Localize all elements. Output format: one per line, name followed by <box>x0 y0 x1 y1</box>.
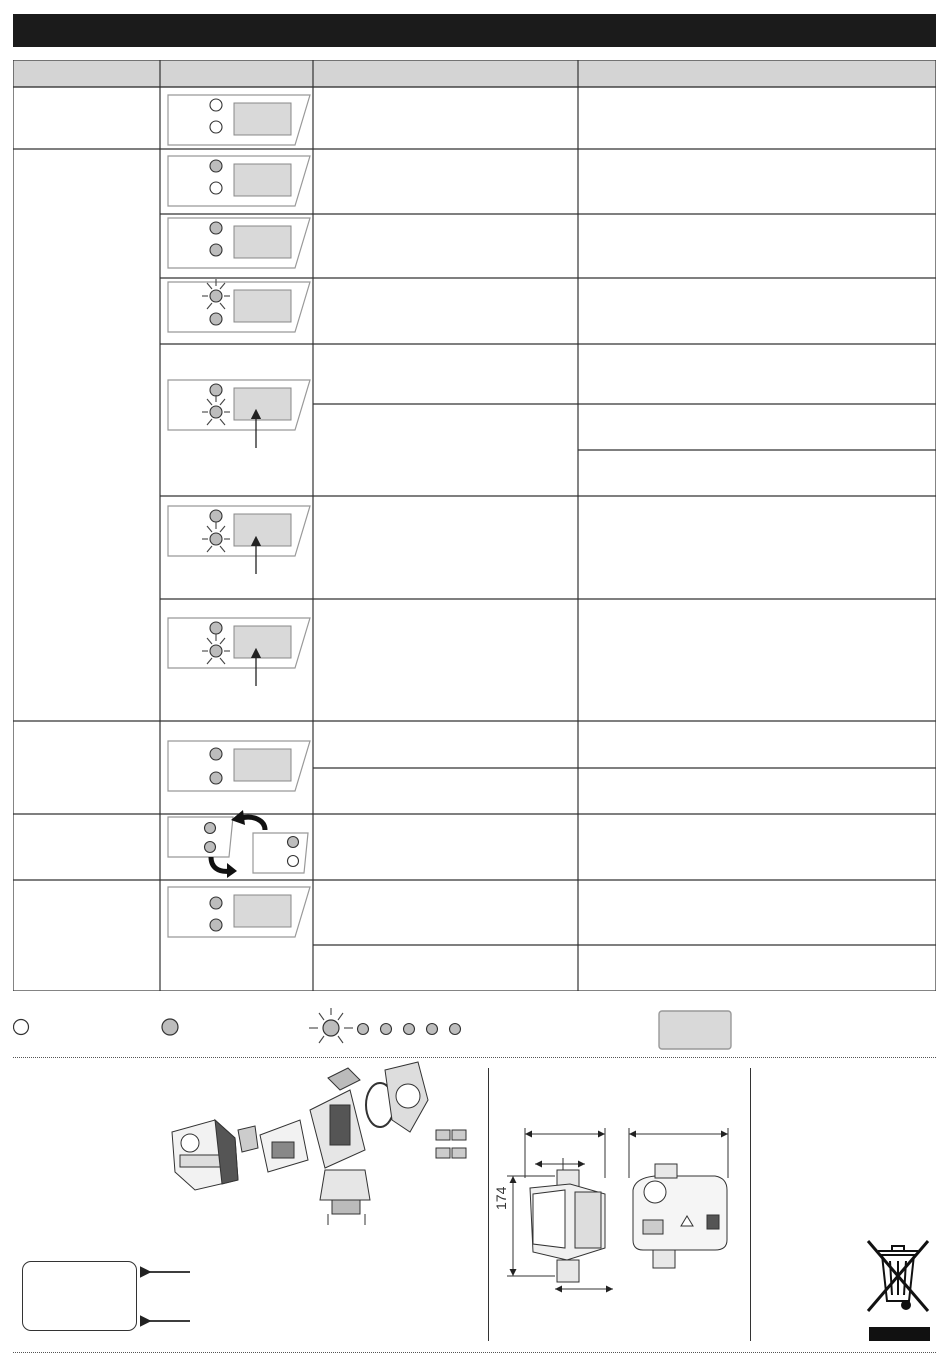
column-divider-2 <box>750 1068 751 1341</box>
weee-bin-icon <box>862 1237 934 1319</box>
display-icon <box>659 1011 731 1049</box>
led-blinking-icon <box>309 1008 461 1043</box>
title-bar <box>13 14 936 47</box>
divider-top <box>13 1057 936 1058</box>
rating-label-outline <box>22 1261 137 1331</box>
height-dimension-label: 174 <box>493 1186 509 1210</box>
panel-icon-on-blink-arrow <box>168 380 310 448</box>
panel-icon-off-off <box>168 95 310 145</box>
status-table <box>13 60 936 991</box>
status-table-grid <box>13 60 936 991</box>
panel-icon-on-on <box>168 218 310 268</box>
panel-icon-on-on-2 <box>168 741 310 791</box>
column-divider-1 <box>488 1068 489 1341</box>
weee-bar <box>869 1327 930 1341</box>
panel-icon-on-on-3 <box>168 887 310 937</box>
divider-bottom <box>13 1352 936 1353</box>
panel-icon-blink-on <box>168 279 310 332</box>
panel-icon-on-off <box>168 156 310 206</box>
panel-icon-on-blink-arrow-2 <box>168 506 310 574</box>
dimension-drawing <box>495 1120 740 1310</box>
led-on-icon <box>162 1019 178 1035</box>
led-legend <box>13 1008 936 1054</box>
panel-icon-alternating <box>168 810 308 878</box>
exploded-view-drawing <box>160 1060 480 1230</box>
panel-icon-on-blink-arrow-3 <box>168 618 310 686</box>
led-off-icon <box>14 1020 29 1035</box>
label-arrows <box>140 1262 195 1328</box>
